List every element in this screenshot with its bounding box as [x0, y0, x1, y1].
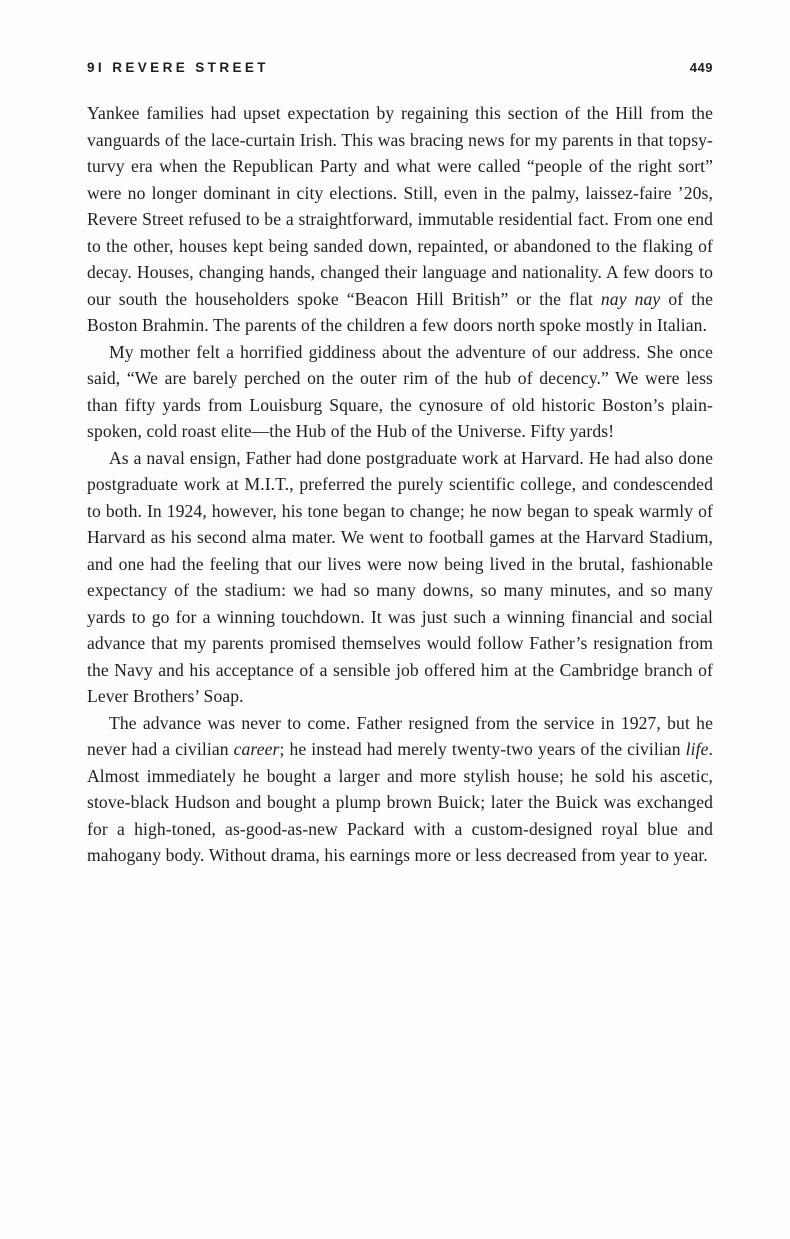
book-page — [87, 60, 713, 869]
paragraph-2 — [87, 339, 713, 445]
italic-word: career — [233, 739, 280, 759]
italic-phrase: nay nay — [600, 288, 661, 309]
paragraph-4 — [87, 710, 713, 869]
running-head — [87, 60, 713, 82]
text-run: My mother felt a horrified giddiness about the adventure of our address. She once said, “We are barely perched on the outer rim of the hub of decency.” We were less than fifty yards from Louisburg Square, the cynosure of old historic Boston’s plain-spoken, cold roast elite—the Hub of the Hub of the Universe. Fifty yards! — [87, 341, 713, 441]
text-run: of the Boston Brahmin. The parents of the children a few doors north spoke mostly in Italian. — [87, 288, 713, 335]
text-run: The advance was never to come. Father resigned from the service in 1927, but he never had a civilian — [87, 712, 713, 759]
page-number: 449 — [689, 60, 713, 75]
body-text — [87, 100, 713, 869]
text-run: . Almost immediately he bought a larger and more stylish house; he sold his ascetic, stove-black Hudson and bought a plump brown Buick; later the Buick was exchanged for a high-toned, as-good-as-new Packard with a custom-designed royal blue and mahogany body. Without drama, his earnings more or less decreased from year to year. — [87, 739, 713, 865]
italic-word: life — [685, 739, 709, 759]
text-run: As a naval ensign, Father had done postgraduate work at Harvard. He had also done postgraduate work at M.I.T., preferred the purely scientific college, and condescended to both. In 1924, however, his tone began to change; he now began to speak warmly of Harvard as his second alma mater. We went to football games at the Harvard Stadium, and one had the feeling that our lives were now being lived in the brutal, fashionable expectancy of the stadium: we had so many downs, so many minutes, and so many yards to go for a winning touchdown. It was just such a winning financial and social advance that my parents promised themselves would follow Father’s resignation from the Navy and his acceptance of a sensible job offered him at the Cambridge branch of Lever Brothers’ Soap. — [87, 447, 713, 706]
text-run: ; he instead had merely twenty-two years of the civilian — [279, 739, 686, 759]
paragraph-1 — [87, 100, 713, 339]
text-run: Yankee families had upset expectation by regaining this section of the Hill from the vanguards of the lace-curtain Irish. This was bracing news for my parents in that topsy-turvy era when the Republican Party and what were called “people of the right sort” were no longer dominant in city elections. Still, even in the palmy, laissez-faire ’20s, Revere Street refused to be a straightforward, immutable residential fact. From one end to the other, houses kept being sanded down, repainted, or abandoned to the flaking of decay. Houses, changing hands, changed their language and nationality. A few doors to our south the householders spoke “Beacon Hill British” or the flat — [87, 103, 713, 309]
running-title: 9I REVERE STREET — [87, 60, 269, 75]
paragraph-3 — [87, 445, 713, 710]
